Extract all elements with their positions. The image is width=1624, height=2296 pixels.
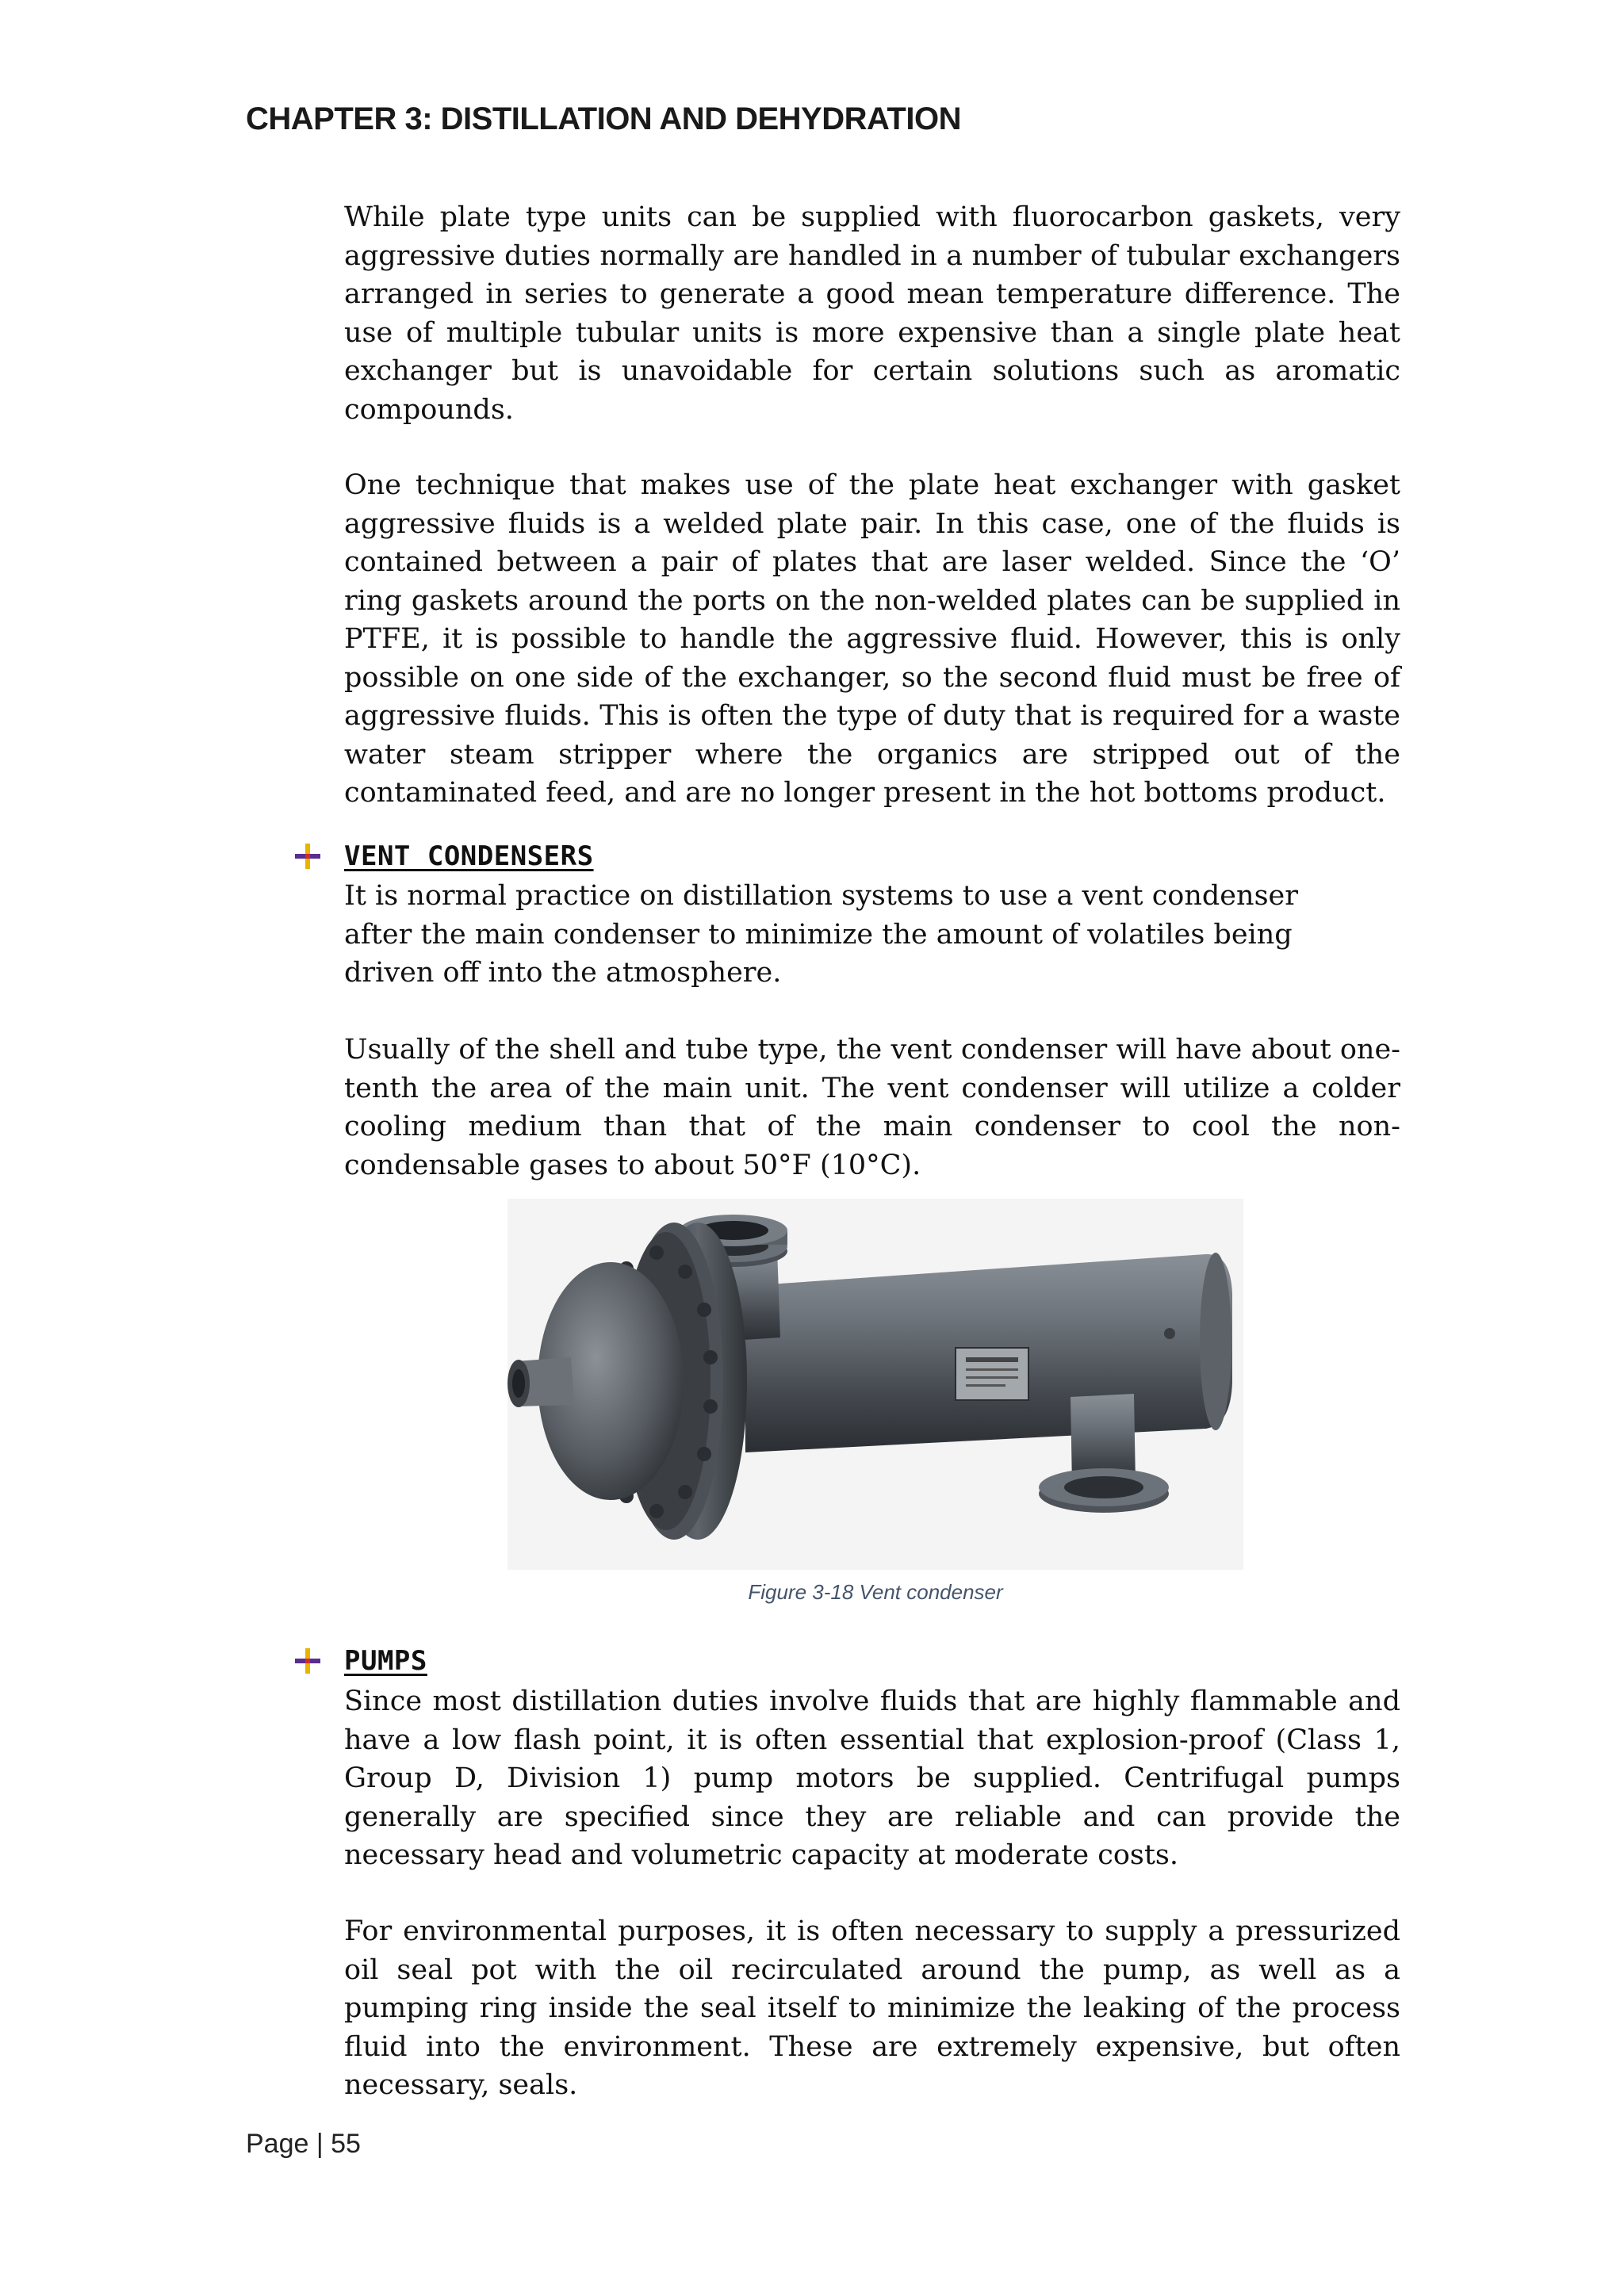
paragraph: Since most distillation duties involve fluids that are highly flammable and have a low flash point, it is often essential that explosion-proof (Class 1, Group D, Division 1) pump motors be supplied. Centrifugal pumps generally are specified since they are reliable and can provide the necessary head and volumetric capacity at moderate costs. bbox=[344, 1686, 1400, 1871]
section-heading-pumps bbox=[293, 1645, 427, 1677]
bullet-cross-icon bbox=[293, 842, 322, 871]
paragraph: Usually of the shell and tube type, the vent condenser will have about one-tenth the area of the main unit. The vent condenser will utilize a colder cooling medium than that of the main condenser to cool the non-condensable gases to about 50°F (10°C). bbox=[344, 1034, 1400, 1181]
paragraph: It is normal practice on distillation systems to use a vent condenser after the main condenser to minimize the amount of volatiles being driven off into the atmosphere. bbox=[344, 880, 1298, 989]
section-heading-vent-condensers bbox=[293, 840, 594, 872]
paragraph: While plate type units can be supplied with fluorocarbon gaskets, very aggressive duties normally are handled in a number of tubular exchangers arranged in series to generate a good mean temperature difference. The use of multiple tubular units is more expensive than a single plate heat exchanger but is unavoidable for certain solutions such as aromatic compounds. bbox=[344, 201, 1400, 426]
vent-condenser-photo bbox=[508, 1199, 1243, 1570]
paragraph: For environmental purposes, it is often necessary to supply a pressurized oil seal pot with the oil recirculated around the pump, as well as a pumping ring inside the seal itself to minimize the leaking of the process fluid into the environment. These are extremely expensive, but often necessary, seals. bbox=[344, 1915, 1400, 2101]
section-title: PUMPS bbox=[344, 1645, 427, 1677]
paragraph: One technique that makes use of the plate heat exchanger with gasket aggressive fluids is a welded plate pair. In this case, one of the fluids is contained between a pair of plates that are laser welded. Since the ‘O’ ring gaskets around the ports on the non-welded plates can be supplied in PTFE, it is possible to handle the aggressive fluid. However, this is only possible on one side of the exchanger, so the second fluid must be free of aggressive fluids. This is often the type of duty that is required for a waste water steam stripper where the organics are stripped out of the contaminated feed, and are no longer present in the hot bottoms product. bbox=[344, 469, 1400, 809]
chapter-title: CHAPTER 3: DISTILLATION AND DEHYDRATION bbox=[246, 101, 961, 136]
figure-caption: Figure 3-18 Vent condenser bbox=[748, 1580, 1003, 1604]
page-number: Page | 55 bbox=[246, 2129, 361, 2159]
section-title: VENT CONDENSERS bbox=[344, 840, 594, 872]
bullet-cross-icon bbox=[293, 1647, 322, 1675]
